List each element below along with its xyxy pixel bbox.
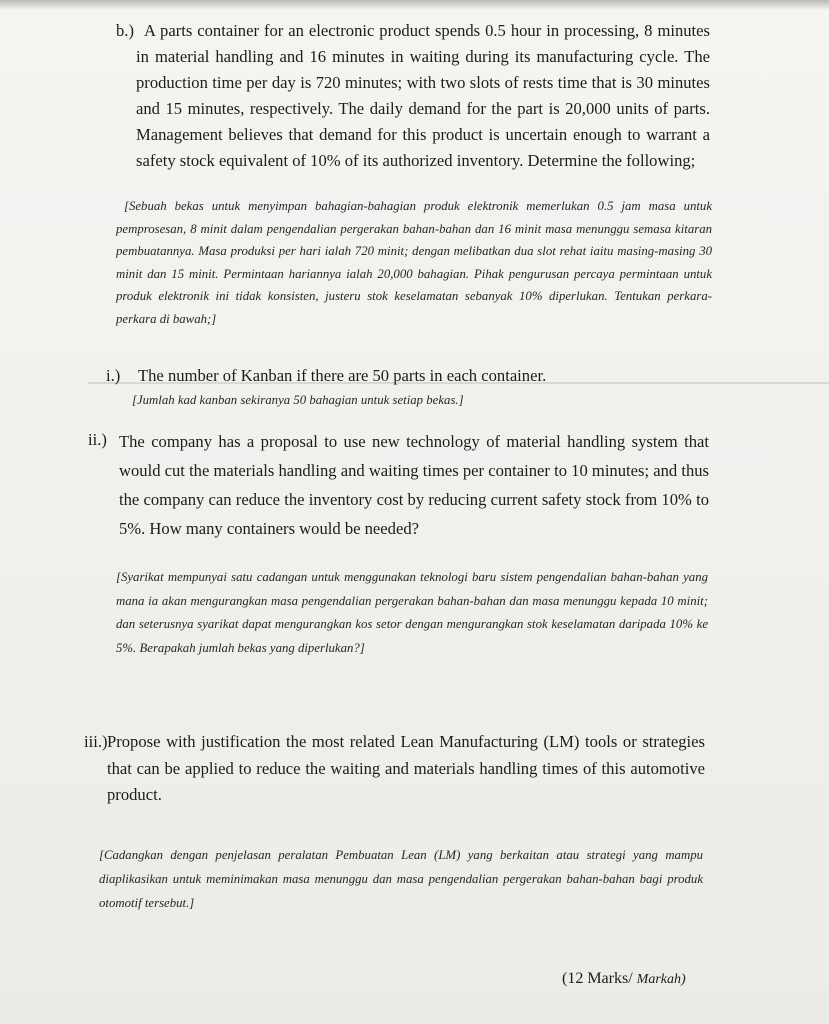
part-i-label: i.) [106,366,121,385]
part-ii-label: ii.) [88,430,107,449]
question-b-translation: [Sebuah bekas untuk menyimpan bahagian-bahagian produk elektronik memerlukan 0.5 jam masa untuk pemprosesan, 8 minit dalam pengendalian pergerakan bahan-bahan dan 16 minit masa menunggu semasa kitaran pembuatannya. Masa produksi per hari ialah 720 minit; dengan melibatkan dua slot rehat iaitu masing-masing 30 minit dan 15 minit. Permintaan hariannya ialah 20,000 bahagian. Pihak pengurusan percaya permintaan untuk produk elektronik ini tidak konsisten, justeru stok keselamatan sebanyak 10% diperlukan. Tentukan perkara-perkara di bawah;] [116,199,712,326]
part-iii-text: Propose with justification the most related Lean Manufacturing (LM) tools or strategies that can be applied to reduce the waiting and materials handling times of this automotive product. [107,732,705,804]
part-i-text: The number of Kanban if there are 50 parts in each container. [138,366,547,385]
marks-value: (12 Marks/ [562,970,633,987]
part-iii-label: iii.) [84,732,108,751]
marks-translation: Markah) [636,972,686,987]
paper-top-edge [0,0,829,10]
part-ii-text: The company has a proposal to use new technology of material handling system that would cut the materials handling and waiting times per container to 10 minutes; and thus the company can reduce the inventory cost by reducing current safety stock from 10% to 5%. How many containers would be needed? [119,432,709,538]
part-ii-translation: [Syarikat mempunyai satu cadangan untuk menggunakan teknologi baru sistem pengendalian bahan-bahan yang mana ia akan mengurangkan masa pengendalian pergerakan bahan-bahan dan masa menunggu kepada 10 minit; dan seterusnya syarikat dapat mengurangkan kos setor dengan mengurangkan stok keselamatan daripada 10% ke 5%. Berapakah jumlah bekas yang diperlukan?] [116,570,708,655]
question-b-label: b.) [116,21,134,40]
part-iii-translation: [Cadangkan dengan penjelasan peralatan Pembuatan Lean (LM) yang berkaitan atau strategi yang mampu diaplikasikan untuk meminimakan masa menunggu dan masa pengendalian pergerakan bahan-bahan bagi produk otomotif tersebut.] [99,848,703,910]
marks-label [562,970,686,988]
question-b-text: A parts container for an electronic product spends 0.5 hour in processing, 8 minutes in material handling and 16 minutes in waiting during its manufacturing cycle. The production time per day is 720 minutes; with two slots of rests time that is 30 minutes and 15 minutes, respectively. The daily demand for the part is 20,000 units of parts. Management believes that demand for this product is uncertain enough to warrant a safety stock equivalent of 10% of its authorized inventory. Determine the following; [136,21,710,170]
part-i-translation: [Jumlah kad kanban sekiranya 50 bahagian untuk setiap bekas.] [132,393,464,407]
